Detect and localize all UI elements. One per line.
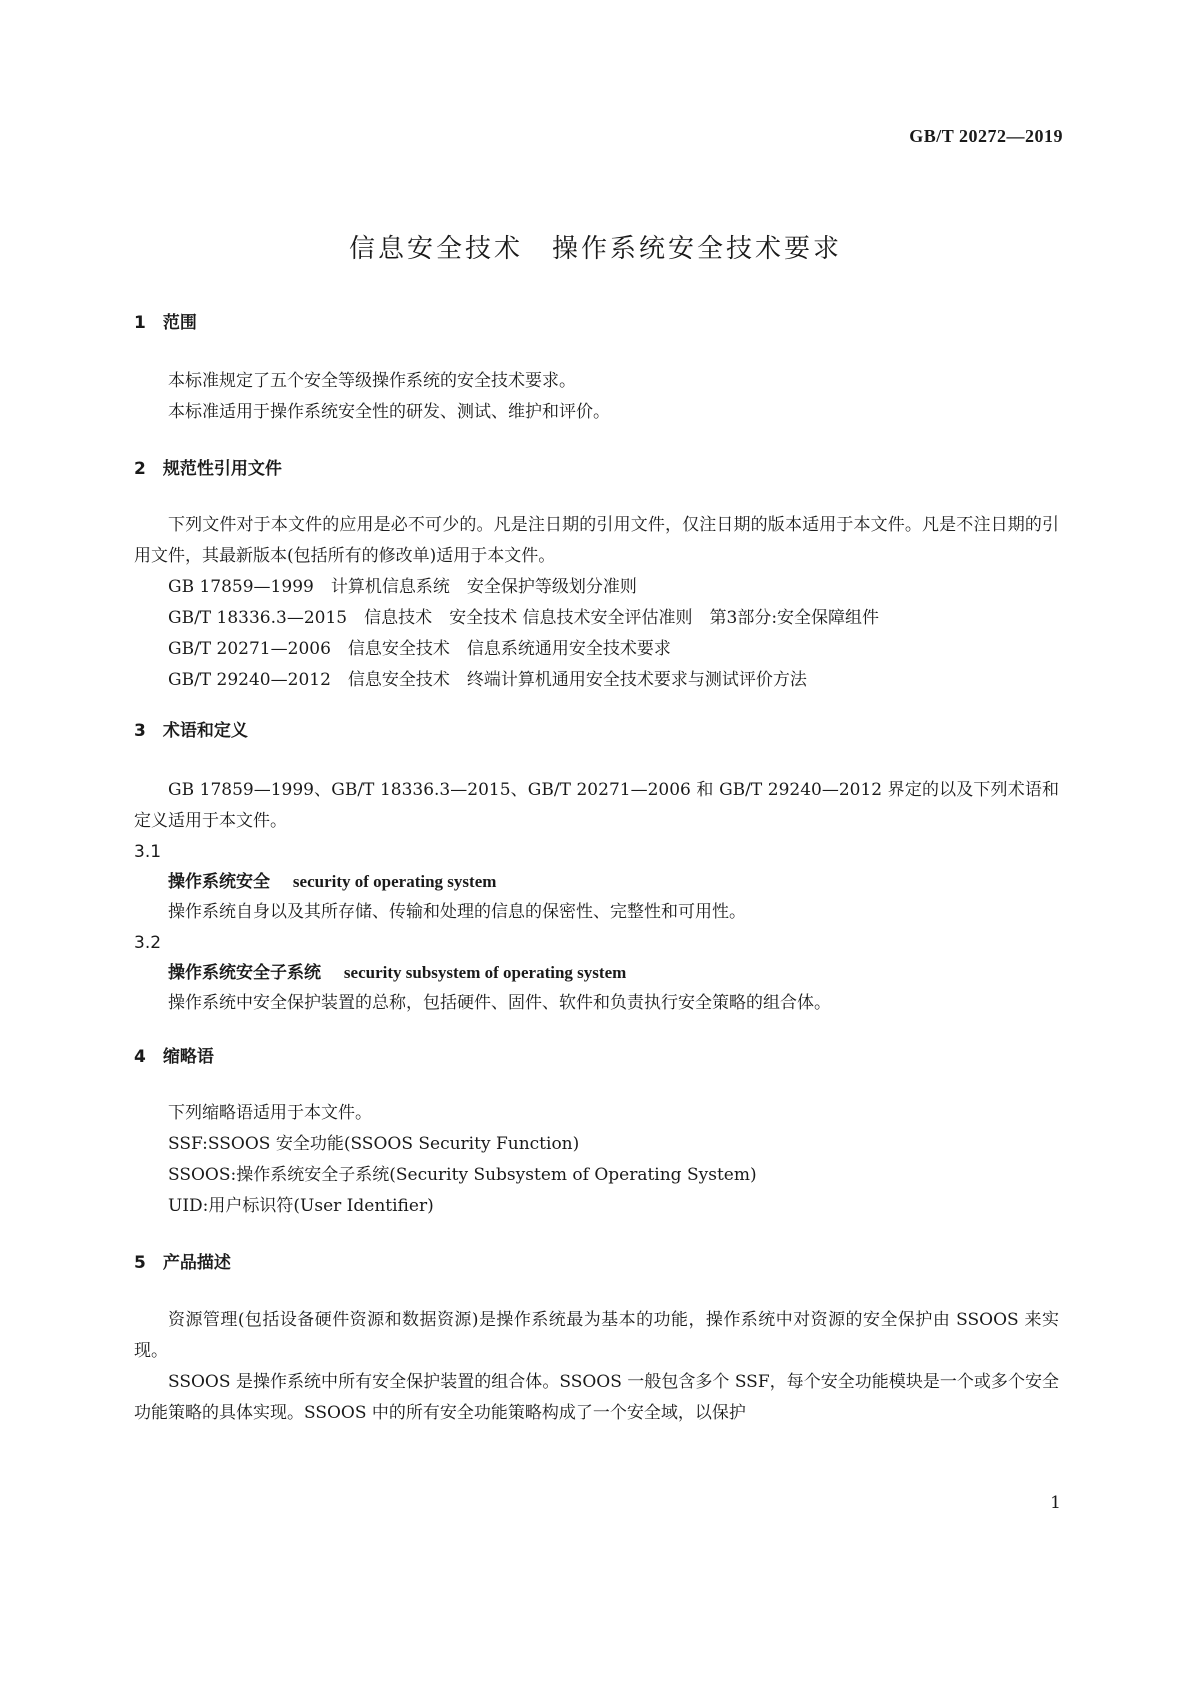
term-zh: 操作系统安全子系统	[168, 963, 321, 983]
section-4-body	[134, 1098, 1059, 1222]
paragraph: 本标准适用于操作系统安全性的研发、测试、维护和评价。	[168, 402, 610, 422]
reference-item: GB/T 18336.3—2015 信息技术 安全技术 信息技术安全评估准则 第3部分:安全保障组件	[168, 608, 880, 628]
section-4-heading: 4 缩略语	[134, 1047, 214, 1067]
reference-item: GB 17859—1999 计算机信息系统 安全保护等级划分准则	[168, 577, 637, 597]
abbreviation-item: SSF:SSOOS 安全功能(SSOOS Security Function)	[168, 1134, 580, 1154]
section-3-body	[134, 775, 1059, 1019]
term-number: 3.1	[134, 842, 162, 862]
section-5-body	[134, 1305, 1059, 1429]
section-3-heading: 3 术语和定义	[134, 721, 248, 741]
term-zh: 操作系统安全	[168, 872, 270, 892]
term-number: 3.2	[134, 933, 162, 953]
reference-item: GB/T 20271—2006 信息安全技术 信息系统通用安全技术要求	[168, 639, 671, 659]
paragraph: GB 17859—1999、GB/T 18336.3—2015、GB/T 20271—2006 和 GB/T 29240—2012 界定的以及下列术语和定义适用于本文件。	[134, 780, 1059, 831]
section-1-body	[134, 366, 1059, 428]
term-title	[134, 867, 1059, 897]
term-title	[134, 958, 1059, 988]
abbreviation-item: SSOOS:操作系统安全子系统(Security Subsystem of Operating System)	[168, 1165, 757, 1185]
paragraph: 资源管理(包括设备硬件资源和数据资源)是操作系统最为基本的功能，操作系统中对资源的安全保护由 SSOOS 来实现。	[134, 1310, 1059, 1361]
section-2-body	[134, 510, 1059, 696]
term-definition: 操作系统中安全保护装置的总称，包括硬件、固件、软件和负责执行安全策略的组合体。	[168, 993, 831, 1013]
section-1-heading: 1 范围	[134, 313, 197, 333]
standard-code: GB/T 20272—2019	[909, 126, 1063, 146]
page-number: 1	[1050, 1493, 1061, 1513]
paragraph: SSOOS 是操作系统中所有安全保护装置的组合体。SSOOS 一般包含多个 SSF，每个安全功能模块是一个或多个安全功能策略的具体实现。SSOOS 中的所有安全功能策略构成了一个安全域，以保护	[134, 1372, 1059, 1423]
document-title: 信息安全技术 操作系统安全技术要求	[348, 234, 842, 264]
term-en: security of operating system	[292, 872, 497, 891]
paragraph: 下列文件对于本文件的应用是必不可少的。凡是注日期的引用文件，仅注日期的版本适用于本文件。凡是不注日期的引用文件，其最新版本(包括所有的修改单)适用于本文件。	[134, 515, 1059, 566]
reference-item: GB/T 29240—2012 信息安全技术 终端计算机通用安全技术要求与测试评价方法	[168, 670, 807, 690]
term-en: security subsystem of operating system	[343, 963, 627, 982]
term-definition: 操作系统自身以及其所存储、传输和处理的信息的保密性、完整性和可用性。	[168, 902, 746, 922]
abbreviation-item: UID:用户标识符(User Identifier)	[168, 1196, 434, 1216]
section-5-heading: 5 产品描述	[134, 1253, 231, 1273]
paragraph: 本标准规定了五个安全等级操作系统的安全技术要求。	[168, 371, 576, 391]
list-item: 下列缩略语适用于本文件。	[168, 1103, 372, 1123]
section-2-heading: 2 规范性引用文件	[134, 459, 282, 479]
